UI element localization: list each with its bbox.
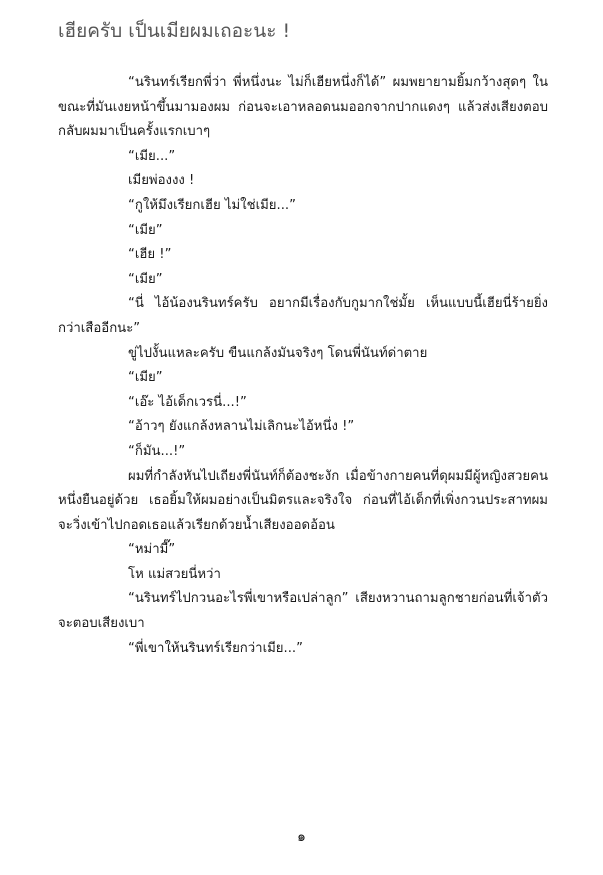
paragraph: เมียพ่องงง ! xyxy=(128,173,195,189)
paragraph: “พี่เขาให้นรินทร์เรียกว่าเมีย...” xyxy=(128,640,303,656)
paragraph: “เฮีย !” xyxy=(128,247,172,263)
paragraph: “นรินทร์ไปกวนอะไรพี่เขาหรือเปล่าลูก” เสียงหวานถามลูกชายก่อนที่เจ้าตัวจะตอบเสียงเบา xyxy=(58,591,548,632)
paragraph: “นี่ ไอ้น้องนรินทร์ครับ อยากมีเรื่องกับกูมากใช่มั้ย เห็นแบบนี้เฮียนี่ร้ายยิ่งกว่าเสืออีกนะ” xyxy=(58,296,548,336)
paragraph: “นรินทร์เรียกพี่ว่า พี่หนึ่งนะ ไม่ก็เฮียหนึ่งก็ได้” ผมพยายามยิ้มกว้างสุดๆ ในขณะที่มันเงยหน้าขึ้นมามองผม ก่อนจะเอาหลอดนมออกจากปากแดงๆ แล้วส่งเสียงตอบกลับผมมาเป็นครั้งแรกเบาๆ xyxy=(58,75,548,140)
paragraph: “เมีย” xyxy=(128,271,163,287)
paragraph: “เมีย” xyxy=(128,370,163,386)
paragraph: “อ้าวๆ ยังแกล้งหลานไม่เลิกนะไอ้หนึ่ง !” xyxy=(128,419,355,435)
chapter-title: เฮียครับ เป็นเมียผมเถอะนะ ! xyxy=(58,20,291,42)
page-number: ๑ xyxy=(297,829,306,845)
paragraph: “เมีย” xyxy=(128,222,163,238)
paragraph: ผมที่กำลังหันไปเถียงพี่นันท์ก็ต้องชะงัก เมื่อข้างกายคนที่ดุผมมีผู้หญิงสวยคนหนึ่งยืนอยู่ด้วย เธอยิ้มให้ผมอย่างเป็นมิตรและจริงใจ ก่อนที่ไอ้เด็กที่เพิ่งกวนประสาทผมจะวิ่งเข้าไปกอดเธอแล้วเรียกด้วยน้ำเสียงออดอ้อน xyxy=(58,468,548,533)
paragraph: “เมีย...” xyxy=(128,148,176,164)
paragraph: “กูให้มึงเรียกเฮีย ไม่ใช่เมีย...” xyxy=(128,197,296,213)
paragraph: ขู่ไปงั้นแหละครับ ขืนแกล้งมันจริงๆ โดนพี่นันท์ด่าตาย xyxy=(128,345,428,361)
paragraph: “หม่ามี๊” xyxy=(128,542,176,558)
paragraph: “เอ๊ะ ไอ้เด็กเวรนี่...!” xyxy=(128,394,247,410)
paragraph: โห แม่สวยนี่หว่า xyxy=(128,566,221,582)
story-body xyxy=(58,71,548,661)
paragraph: “ก็มัน...!” xyxy=(128,443,186,459)
